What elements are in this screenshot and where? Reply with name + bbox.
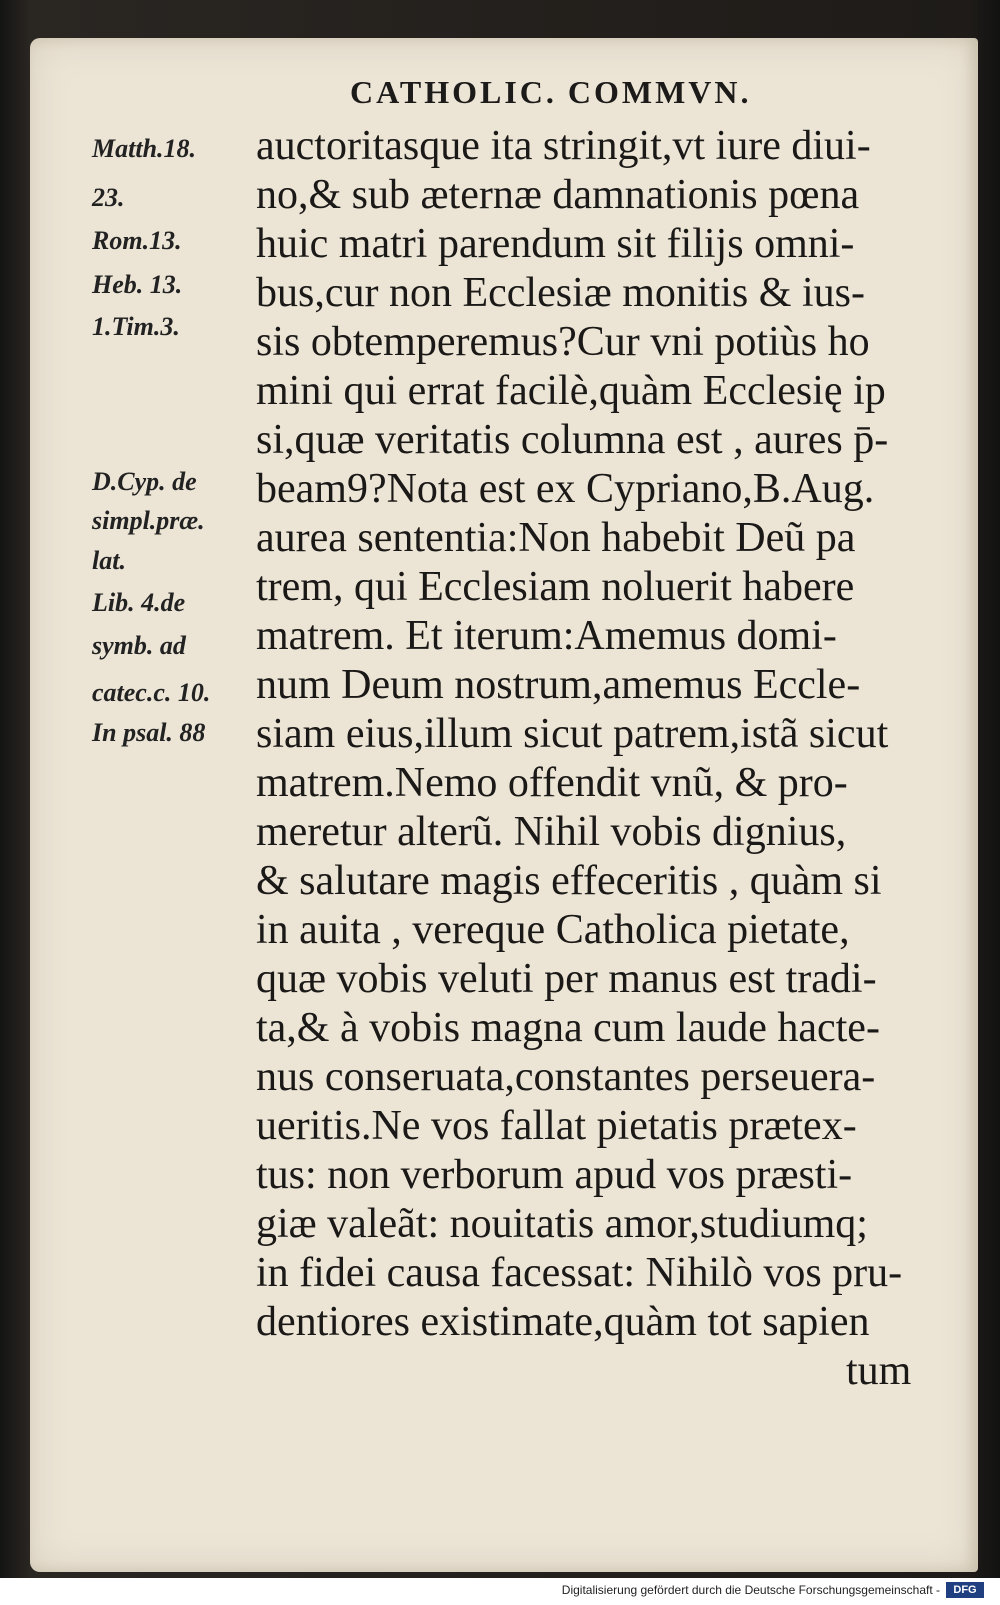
margin-note: 1.Tim.3.	[92, 312, 180, 341]
text-line: in fidei causa facessat: Nihilò vos pru-	[256, 1250, 903, 1296]
text-line: aurea sententia:Non habebit Deũ pa	[256, 515, 856, 561]
text-line: huic matri parendum sit filijs omni-	[256, 221, 855, 267]
text-line: matrem. Et iterum:Amemus domi-	[256, 613, 837, 659]
text-line: no,& sub æternæ damnationis pœna	[256, 172, 860, 218]
margin-note: lat.	[92, 546, 126, 575]
text-line: bus,cur non Ecclesiæ monitis & ius-	[256, 270, 865, 316]
footer-credit: Digitalisierung gefördert durch die Deutsche Forschungsgemeinschaft -	[561, 1583, 940, 1597]
catchword: tum	[846, 1348, 912, 1394]
text-line: tus: non verborum apud vos præsti-	[256, 1152, 853, 1198]
margin-note: In psal. 88	[92, 718, 206, 747]
text-line: num Deum nostrum,amemus Eccle-	[256, 662, 861, 708]
text-line: meretur alterũ. Nihil vobis dignius,	[256, 809, 847, 855]
text-line: siam eius,illum sicut patrem,istã sicut	[256, 711, 889, 757]
margin-note: Heb. 13.	[92, 270, 183, 299]
text-line: ta,& à vobis magna cum laude hacte-	[256, 1005, 880, 1051]
text-line: beam9?Nota est ex Cypriano,B.Aug.	[256, 466, 875, 512]
text-line: giæ valeãt: nouitatis amor,studiumq;	[256, 1201, 868, 1247]
margin-note: 23.	[92, 183, 125, 212]
margin-note: symb. ad	[92, 631, 186, 660]
text-line: dentiores existimate,quàm tot sapien	[256, 1299, 870, 1345]
text-line: ueritis.Ne vos fallat pietatis prætex-	[256, 1103, 857, 1149]
margin-note: D.Cyp. de	[92, 467, 197, 496]
text-line: quæ vobis veluti per manus est tradi-	[256, 956, 877, 1002]
margin-note: simpl.præ.	[92, 506, 205, 535]
dfg-logo-icon: DFG	[946, 1582, 984, 1598]
text-line: matrem.Nemo offendit vnũ, & pro-	[256, 760, 848, 806]
text-line: in auita , vereque Catholica pietate,	[256, 907, 850, 953]
text-line: trem, qui Ecclesiam noluerit habere	[256, 564, 855, 610]
text-line: auctoritasque ita stringit,vt iure diui-	[256, 123, 871, 169]
margin-note: Matth.18.	[92, 134, 197, 163]
text-line: mini qui errat facilè,quàm Ecclesię ip	[256, 368, 886, 414]
text-line: si,quæ veritatis columna est , aures p̄-	[256, 417, 889, 463]
text-line: nus conseruata,constantes perseuera-	[256, 1054, 876, 1100]
margin-note: catec.c. 10.	[92, 678, 211, 707]
text-line: sis obtemperemus?Cur vni potiùs ho	[256, 319, 870, 365]
running-head: CATHOLIC. COMMVN.	[350, 74, 752, 110]
margin-note: Lib. 4.de	[92, 588, 186, 617]
margin-note: Rom.13.	[92, 226, 182, 255]
text-line: & salutare magis effeceritis , quàm si	[256, 858, 882, 904]
